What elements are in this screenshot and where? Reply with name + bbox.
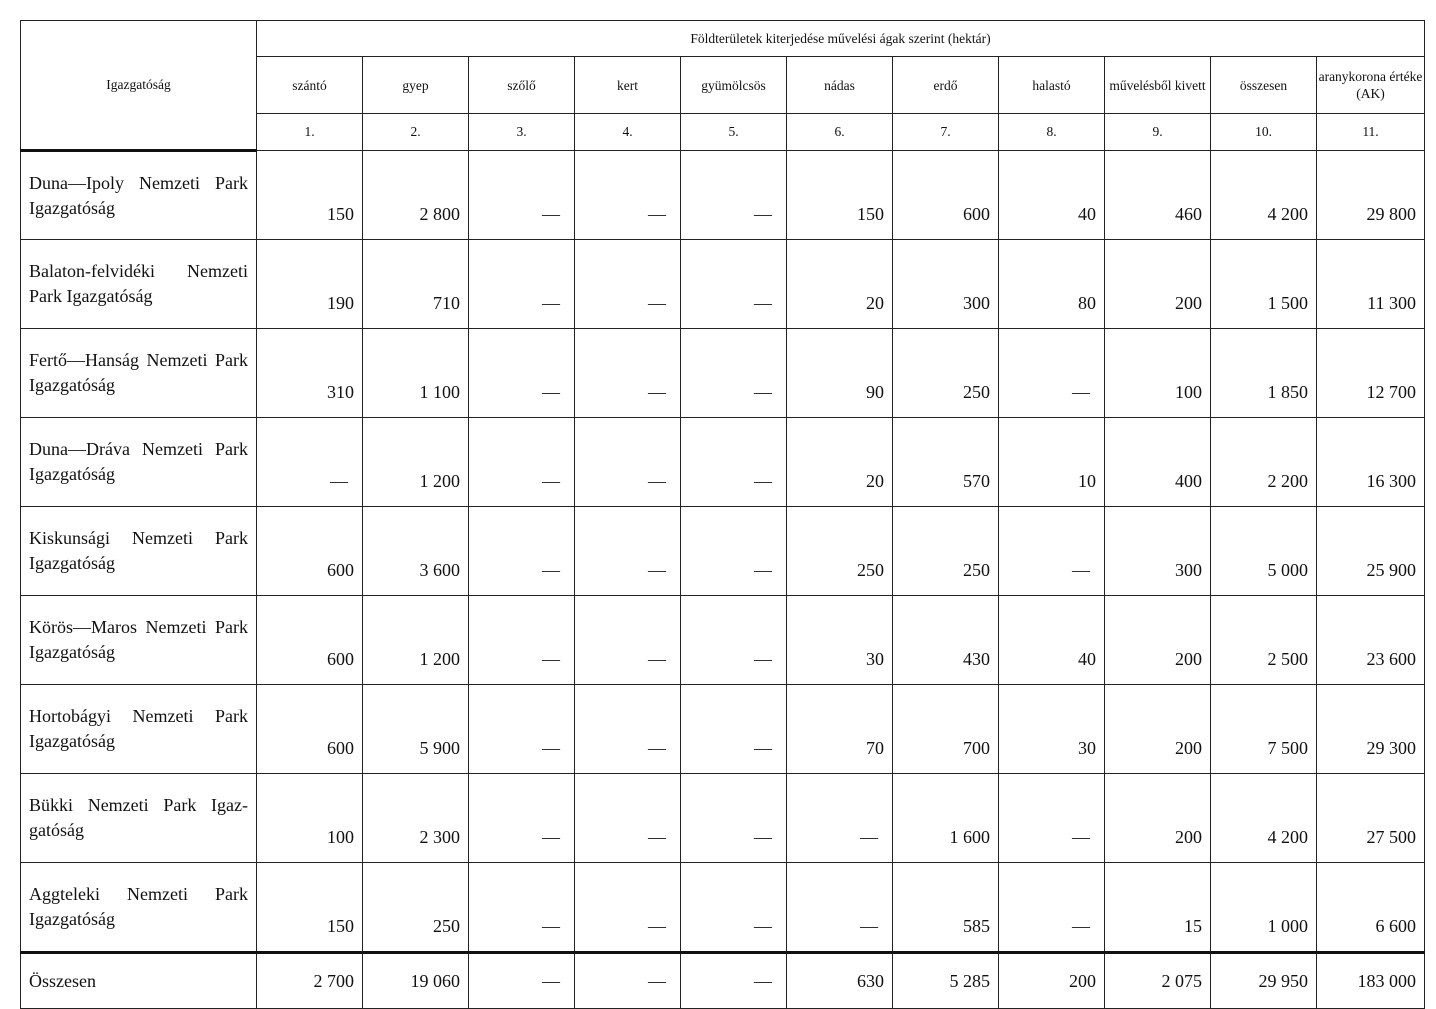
table-cell: — [575,240,681,329]
table-cell: 90 [787,329,893,418]
table-cell: 7 500 [1211,685,1317,774]
table-cell: — [575,151,681,240]
table-cell: — [681,151,787,240]
table-cell: 30 [999,685,1105,774]
table-cell: 600 [257,507,363,596]
table-cell: 570 [893,418,999,507]
table-cell: 585 [893,863,999,953]
table-cell: 2 500 [1211,596,1317,685]
column-header: szántó [257,57,363,114]
table-cell: 300 [893,240,999,329]
table-cell: — [681,240,787,329]
table-cell: — [469,507,575,596]
table-body [21,151,1425,1009]
table-cell: 250 [893,507,999,596]
row-name: Duna—Dráva Nemzeti Park Igazgatóság [21,418,257,507]
table-cell: — [469,774,575,863]
table-cell: — [681,418,787,507]
table-cell: 70 [787,685,893,774]
table-cell: — [469,953,575,1009]
table-cell: — [469,418,575,507]
row-name: Hortobágyi Nemzeti Park Igazgatóság [21,685,257,774]
table-cell: — [681,329,787,418]
table-cell: 2 075 [1105,953,1211,1009]
table-cell: 20 [787,240,893,329]
table-row [21,151,1425,240]
total-row [21,953,1425,1009]
column-number: 11. [1317,114,1425,151]
table-cell: 19 060 [363,953,469,1009]
table-cell: 1 500 [1211,240,1317,329]
column-number: 7. [893,114,999,151]
row-name: Körös—Maros Nemzeti Park Igazgatóság [21,596,257,685]
land-area-table [20,20,1425,1009]
table-cell: 1 100 [363,329,469,418]
table-cell: 250 [893,329,999,418]
table-cell: 2 300 [363,774,469,863]
table-cell: 200 [1105,774,1211,863]
table-cell: 2 200 [1211,418,1317,507]
table-cell: 30 [787,596,893,685]
table-cell: — [681,507,787,596]
column-header: összesen [1211,57,1317,114]
table-row [21,774,1425,863]
column-number: 10. [1211,114,1317,151]
table-cell: 200 [1105,685,1211,774]
table-cell: 1 850 [1211,329,1317,418]
row-name: Aggteleki Nemzeti Park Igazgatóság [21,863,257,953]
column-number: 1. [257,114,363,151]
table-row [21,685,1425,774]
column-number: 2. [363,114,469,151]
table-cell: 40 [999,596,1105,685]
table-cell: 700 [893,685,999,774]
table-cell: — [999,329,1105,418]
column-header: kert [575,57,681,114]
table-cell: — [999,507,1105,596]
table-cell: 460 [1105,151,1211,240]
table-cell: — [469,329,575,418]
table-cell: 710 [363,240,469,329]
table-cell: 23 600 [1317,596,1425,685]
column-header: gyümölcsös [681,57,787,114]
table-cell: 25 900 [1317,507,1425,596]
table-cell: 310 [257,329,363,418]
header-igazgatosag: Igazgatóság [21,21,257,151]
table-cell: 16 300 [1317,418,1425,507]
table-cell: — [999,774,1105,863]
row-name: Fertő—Hanság Nemzeti Park Igazgatóság [21,329,257,418]
table-cell: 100 [1105,329,1211,418]
column-number: 4. [575,114,681,151]
table-cell: 15 [1105,863,1211,953]
table-cell: 183 000 [1317,953,1425,1009]
column-number: 5. [681,114,787,151]
table-row [21,596,1425,685]
table-cell: — [257,418,363,507]
table-cell: — [681,774,787,863]
table-cell: — [575,774,681,863]
document-page [20,20,1425,1009]
table-row [21,507,1425,596]
table-cell: — [787,863,893,953]
table-cell: — [787,774,893,863]
row-name: Kiskunsági Nemzeti Park Igazgatóság [21,507,257,596]
table-cell: 5 000 [1211,507,1317,596]
table-cell: 250 [363,863,469,953]
column-header: halastó [999,57,1105,114]
table-cell: — [575,863,681,953]
table-cell: 4 200 [1211,151,1317,240]
column-header: aranykorona értéke (AK) [1317,57,1425,114]
header-group: Földterületek kiterjedése művelési ágak szerint (hektár) [257,21,1425,57]
table-cell: 12 700 [1317,329,1425,418]
table-cell: — [469,863,575,953]
column-header: szőlő [469,57,575,114]
table-cell: 600 [257,685,363,774]
table-cell: 300 [1105,507,1211,596]
column-number: 3. [469,114,575,151]
table-cell: — [681,863,787,953]
column-header: művelésből kivett [1105,57,1211,114]
table-cell: 600 [893,151,999,240]
column-number: 8. [999,114,1105,151]
table-cell: — [575,507,681,596]
table-cell: — [999,863,1105,953]
table-cell: 40 [999,151,1105,240]
table-cell: — [469,240,575,329]
table-cell: 10 [999,418,1105,507]
table-cell: — [575,329,681,418]
column-number: 6. [787,114,893,151]
table-cell: 200 [1105,240,1211,329]
table-cell: 430 [893,596,999,685]
table-cell: 150 [257,863,363,953]
table-cell: 190 [257,240,363,329]
table-cell: 29 300 [1317,685,1425,774]
table-cell: 100 [257,774,363,863]
table-cell: 2 800 [363,151,469,240]
table-cell: 3 600 [363,507,469,596]
table-cell: — [575,953,681,1009]
table-cell: — [681,596,787,685]
table-cell: 29 950 [1211,953,1317,1009]
column-header: nádas [787,57,893,114]
row-name: Bükki Nemzeti Park Igaz-gatóság [21,774,257,863]
row-name: Balaton-felvidéki Nemzeti Park Igazgatóság [21,240,257,329]
table-cell: 400 [1105,418,1211,507]
column-header: erdő [893,57,999,114]
table-cell: 11 300 [1317,240,1425,329]
table-cell: 1 000 [1211,863,1317,953]
table-cell: 20 [787,418,893,507]
table-cell: 5 285 [893,953,999,1009]
table-cell: — [575,685,681,774]
table-cell: — [575,418,681,507]
total-label: Összesen [21,953,257,1009]
table-cell: 600 [257,596,363,685]
table-row [21,418,1425,507]
table-cell: 29 800 [1317,151,1425,240]
row-name: Duna—Ipoly Nemzeti Park Igazgatóság [21,151,257,240]
table-cell: — [469,685,575,774]
table-cell: 4 200 [1211,774,1317,863]
table-cell: 200 [999,953,1105,1009]
table-cell: — [575,596,681,685]
table-cell: — [469,596,575,685]
table-cell: 1 200 [363,596,469,685]
table-cell: — [469,151,575,240]
table-cell: 6 600 [1317,863,1425,953]
table-cell: 5 900 [363,685,469,774]
table-cell: 630 [787,953,893,1009]
table-row [21,240,1425,329]
table-cell: — [681,953,787,1009]
table-cell: 150 [257,151,363,240]
table-row [21,329,1425,418]
table-cell: 250 [787,507,893,596]
table-cell: 2 700 [257,953,363,1009]
column-header: gyep [363,57,469,114]
column-number: 9. [1105,114,1211,151]
table-cell: 27 500 [1317,774,1425,863]
table-cell: 150 [787,151,893,240]
table-cell: 200 [1105,596,1211,685]
table-cell: 80 [999,240,1105,329]
table-cell: 1 200 [363,418,469,507]
table-cell: 1 600 [893,774,999,863]
table-row [21,863,1425,953]
table-cell: — [681,685,787,774]
